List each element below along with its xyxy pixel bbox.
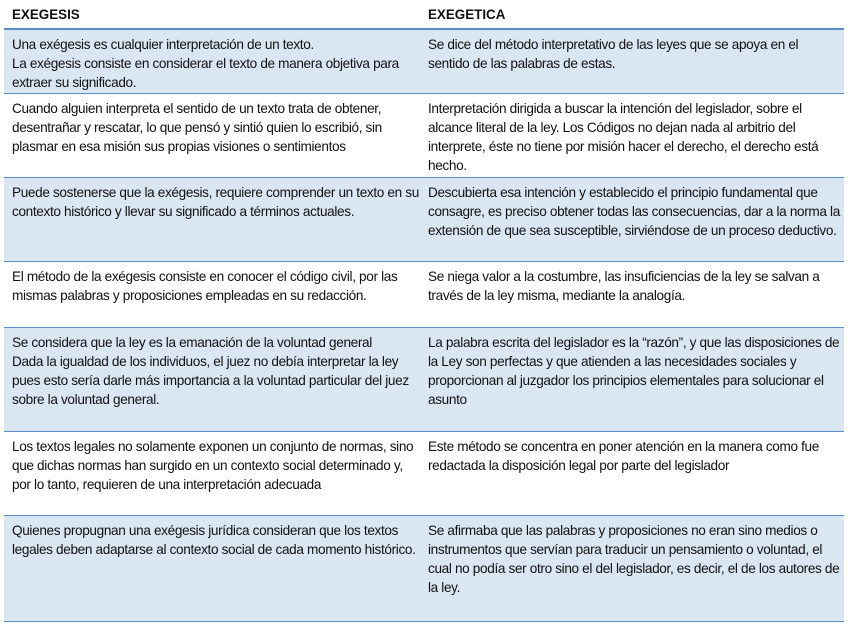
exegesis-cell: El método de la exégesis consiste en conocer el código civil, por las mismas palabras y proposiciones empleadas en su redacción. <box>12 269 398 303</box>
header-exegetica: EXEGETICA <box>428 7 506 22</box>
exegesis-cell: Se considera que la ley es la emanación de la voluntad general Dada la igualdad de los individuos, el juez no debía interpretar la ley pues esto sería darle más importancia a la voluntad particular del juez sobre la voluntad general. <box>12 335 409 407</box>
exegetica-cell: Se dice del método interpretativo de las leyes que se apoya en el sentido de las palabras de estas. <box>428 37 799 71</box>
exegesis-cell: Una exégesis es cualquier interpretación de un texto. La exégesis consiste en considerar el texto de manera objetiva para extraer su significado. <box>12 37 399 90</box>
exegetica-cell: Interpretación dirigida a buscar la intención del legislador, sobre el alcance literal de la ley. Los Códigos no dejan nada al arbitrio del interprete, éste no tiene por misión hacer el derecho, el derecho está hecho. <box>428 101 819 173</box>
table-header-row <box>4 0 844 30</box>
exegetica-cell: Se afirmaba que las palabras y proposiciones no eran sino medios o instrumentos que servían para traducir un pensamiento o voluntad, el cual no podía ser otro sino el del legislador, es decir, el de los autores de la ley. <box>428 523 840 595</box>
table-row <box>4 432 844 516</box>
exegetica-cell: Descubierta esa intención y establecido el principio fundamental que consagre, es preciso obtener todas las consecuencias, dar a la norma la extensión de que sea susceptible, sirviéndose de un proceso deductivo. <box>428 185 840 238</box>
exegetica-cell: La palabra escrita del legislador es la “razón”, y que las disposiciones de la Ley son perfectas y que atienden a las necesidades sociales y proporcionan al juzgador los principios elementales para solucionar el asunto <box>428 335 840 407</box>
exegetica-cell: Este método se concentra en poner atención en la manera como fue redactada la disposición legal por parte del legislador <box>428 439 819 473</box>
exegetica-cell: Se niega valor a la costumbre, las insuficiencias de la ley se salvan a través de la ley misma, mediante la analogía. <box>428 269 820 303</box>
table-row <box>4 516 844 622</box>
exegesis-cell: Quienes propugnan una exégesis jurídica consideran que los textos legales deben adaptarse al contexto social de cada momento histórico. <box>12 523 416 557</box>
exegesis-cell: Los textos legales no solamente exponen un conjunto de normas, sino que dichas normas han surgido en un contexto social determinado y, por lo tanto, requieren de una interpretación adecuada <box>12 439 414 492</box>
exegesis-cell: Cuando alguien interpreta el sentido de un texto trata de obtener, desentrañar y rescatar, lo que pensó y sintió quien lo escribió, sin plasmar en esa misión sus propias visiones o sentimientos <box>12 101 382 154</box>
table-row <box>4 94 844 178</box>
exegesis-cell: Puede sostenerse que la exégesis, requiere comprender un texto en su contexto histórico y llevar su significado a términos actuales. <box>12 185 419 219</box>
table-row <box>4 178 844 262</box>
table-row <box>4 30 844 94</box>
table-row <box>4 328 844 432</box>
table-row <box>4 262 844 328</box>
header-exegesis: EXEGESIS <box>12 7 80 22</box>
